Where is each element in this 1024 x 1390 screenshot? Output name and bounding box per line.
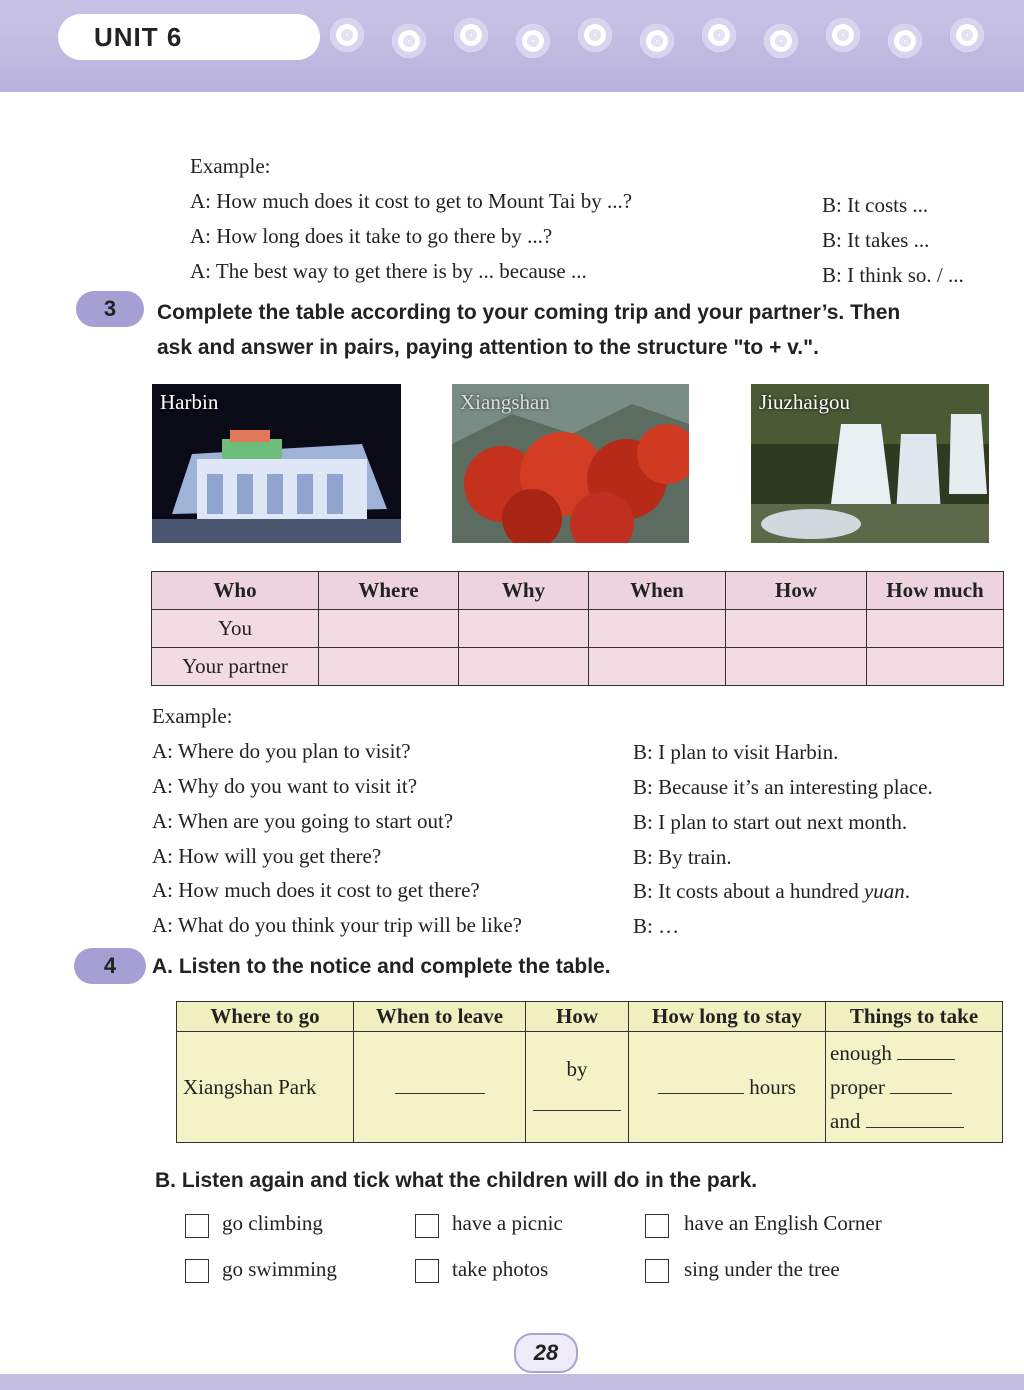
blank-input[interactable] — [866, 1127, 964, 1128]
table-cell-input[interactable] — [867, 610, 1004, 648]
example-label: Example: — [190, 154, 271, 178]
stay-cell — [629, 1032, 826, 1143]
how-cell — [526, 1032, 629, 1143]
example-b-line: B: I plan to start out next month. — [633, 810, 908, 834]
option-label: take photos — [452, 1257, 549, 1281]
checkbox[interactable] — [645, 1259, 669, 1283]
table-cell-input[interactable] — [726, 648, 867, 686]
table-row — [177, 1032, 1003, 1143]
example-b-line: B: Because it’s an interesting place. — [633, 775, 933, 799]
thing-label: proper — [830, 1075, 885, 1099]
place-cell: Xiangshan Park — [177, 1032, 354, 1143]
checkbox[interactable] — [415, 1214, 439, 1238]
thing-label: enough — [830, 1041, 892, 1065]
photo-label: Xiangshan — [460, 390, 550, 414]
example-b-line: B: By train. — [633, 845, 732, 869]
example-b-line: B: It costs about a hundred yuan. — [633, 879, 911, 903]
checkbox[interactable] — [185, 1259, 209, 1283]
example-a-line: A: How will you get there? — [152, 844, 382, 868]
example-a-line: A: The best way to get there is by ... because ... — [190, 259, 587, 283]
row-label: Your partner — [152, 648, 319, 686]
how-prefix: by — [566, 1057, 588, 1081]
trip-table — [151, 571, 1004, 686]
example-a-line: A: How long does it take to go there by ...? — [190, 224, 553, 248]
example-b-line: B: It takes ... — [822, 228, 930, 252]
page-number: 28 — [514, 1333, 578, 1373]
jiuzhaigou-photo — [751, 384, 989, 543]
table-cell-input[interactable] — [319, 648, 459, 686]
table-cell-input[interactable] — [726, 610, 867, 648]
footer-bar — [0, 1374, 1024, 1390]
example-a-line: A: When are you going to start out? — [152, 809, 454, 833]
table-cell-input[interactable] — [589, 648, 726, 686]
things-cell — [826, 1032, 1003, 1143]
section-3-badge: 3 — [76, 291, 144, 327]
section-4-part-a-instruction: A. Listen to the notice and complete the table. — [152, 955, 611, 978]
checkbox[interactable] — [415, 1259, 439, 1283]
table-cell-input[interactable] — [459, 610, 589, 648]
table-header: When to leave — [354, 1002, 526, 1032]
table-cell-input[interactable] — [589, 610, 726, 648]
table-header: Why — [459, 572, 589, 610]
option-label: go swimming — [222, 1257, 337, 1281]
table-row — [152, 610, 1004, 648]
photo-label: Harbin — [160, 390, 219, 414]
blank-input[interactable] — [395, 1093, 485, 1094]
example-a-line: A: Where do you plan to visit? — [152, 739, 411, 763]
harbin-photo — [152, 384, 401, 543]
table-header: How — [726, 572, 867, 610]
thing-label: and — [830, 1109, 861, 1133]
xiangshan-photo — [452, 384, 689, 543]
table-header: Where — [319, 572, 459, 610]
table-header: Who — [152, 572, 319, 610]
table-row — [152, 648, 1004, 686]
stay-suffix: hours — [749, 1074, 796, 1099]
example-b-line: B: I think so. / ... — [822, 263, 964, 287]
section-3-instruction-line2: ask and answer in pairs, paying attention to the structure "to + v.". — [157, 336, 819, 359]
blank-input[interactable] — [658, 1093, 744, 1094]
table-header: When — [589, 572, 726, 610]
option-label: go climbing — [222, 1211, 323, 1235]
table-cell-input[interactable] — [459, 648, 589, 686]
table-cell-input[interactable] — [319, 610, 459, 648]
example-b-line: B: I plan to visit Harbin. — [633, 740, 839, 764]
option-label: sing under the tree — [684, 1257, 840, 1281]
blank-input[interactable] — [897, 1059, 955, 1060]
option-label: have an English Corner — [684, 1211, 882, 1235]
checkbox[interactable] — [185, 1214, 209, 1238]
example-a-line: A: Why do you want to visit it? — [152, 774, 418, 798]
blank-input[interactable] — [533, 1096, 621, 1111]
example-a-line: A: What do you think your trip will be like? — [152, 913, 522, 937]
notice-table — [176, 1001, 1003, 1143]
photo-label: Jiuzhaigou — [759, 390, 850, 414]
row-label: You — [152, 610, 319, 648]
example-b-line: B: … — [633, 914, 680, 938]
checkbox[interactable] — [645, 1214, 669, 1238]
section-4-part-b-instruction: B. Listen again and tick what the children will do in the park. — [155, 1169, 758, 1192]
table-header: How much — [867, 572, 1004, 610]
example-a-line: A: How much does it cost to get there? — [152, 878, 480, 902]
when-to-leave-cell — [354, 1032, 526, 1143]
blank-input[interactable] — [890, 1093, 952, 1094]
table-header: Things to take — [826, 1002, 1003, 1032]
table-header: How long to stay — [629, 1002, 826, 1032]
unit-title: UNIT 6 — [58, 14, 320, 60]
table-header: Where to go — [177, 1002, 354, 1032]
example-b-line: B: It costs ... — [822, 193, 929, 217]
section-4-badge: 4 — [74, 948, 146, 984]
example-label: Example: — [152, 704, 233, 728]
table-header: How — [526, 1002, 629, 1032]
table-cell-input[interactable] — [867, 648, 1004, 686]
example-a-line: A: How much does it cost to get to Mount Tai by ...? — [190, 189, 633, 213]
section-3-instruction-line1: Complete the table according to your coming trip and your partner’s. Then — [157, 301, 901, 324]
option-label: have a picnic — [452, 1211, 563, 1235]
